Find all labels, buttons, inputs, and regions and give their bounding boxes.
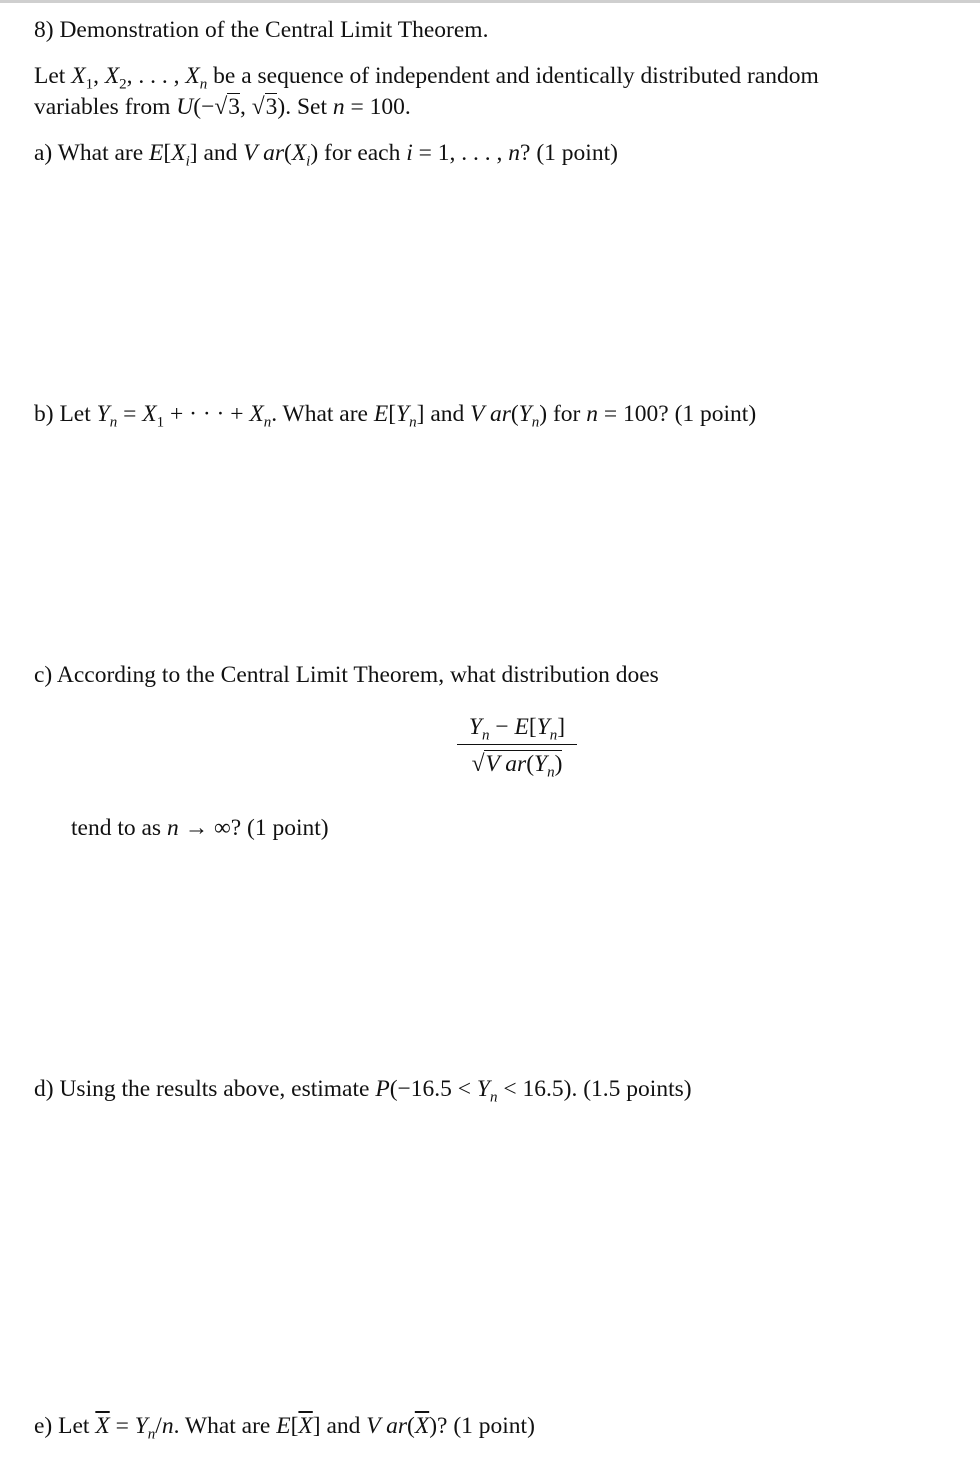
part-d-upper: 16.5 [522,1076,564,1102]
part-e-label: e) [34,1413,53,1439]
part-a-for-each: for each [318,140,407,166]
part-c-tend: tend to as n → ∞? (1 point) [71,815,329,841]
intro-let: Let [34,63,72,89]
part-b-for: for [547,401,587,427]
part-b-label: b) [34,401,54,427]
standardized-fraction [455,710,579,783]
part-d-text: Using the results above, estimate [59,1076,376,1102]
problem-title-text: 8) Demonstration of the Central Limit Theorem. [34,17,489,43]
intro-line-1: Let $X_1$, $X_2$, . . . , $X_n$ be a sequence of independent and identically distributed random [34,63,819,93]
fraction-denominator: √V $ar(Y_n)$ [471,751,563,781]
part-e-what-are: . What are [173,1413,277,1439]
intro-sequence-text: be a sequence of independent and identically distributed random [207,63,819,89]
part-a-label: a) [34,140,53,166]
part-e-points: (1 point) [453,1413,535,1439]
intro-n-value: 100 [369,94,405,120]
intro-line-2: variables from U(−√3, √3). Set n = 100. [34,94,411,120]
part-a-question: a) What are $E[X_i]$ and V $ar(X_i)$ for each i = 1, . . . , n? (1 point) [34,140,618,170]
part-e-and: and [320,1413,367,1439]
page-top-border [0,0,980,3]
part-a-points: (1 point) [536,140,618,166]
part-c-points: (1 point) [247,815,329,841]
part-b-and: and [424,401,471,427]
part-d-label: d) [34,1076,54,1102]
part-b-question: b) Let $Y_n = X_1$ + · · · + $X_n$. What are $E[Y_n]$ and V $ar(Y_n)$ for n = 100? (1 point) [34,401,757,431]
part-c-tend-text: tend to as [71,815,167,841]
intro-set-text: . Set [285,94,333,120]
fraction-numerator: $Y_n - E[Y_n]$ [468,714,566,744]
part-a-text: What are [57,140,150,166]
part-d-lower: 16.5 [410,1076,452,1102]
part-c-label: c) [34,662,53,688]
intro-variables-from: variables from [34,94,177,120]
part-b-let: Let [59,401,97,427]
part-b-what-are: . What are [271,401,374,427]
part-b-points: (1 point) [674,401,757,427]
part-e-let: Let [58,1413,96,1439]
part-d-question: d) Using the results above, estimate $P(-16.5 < Y_n < 16.5)$. (1.5 points) [34,1076,692,1106]
part-e-question: e) Let $\overline{X} = Y_n/n$. What are $E[\overline{X}]$ and V $ar(\overline{X})$? (1 point) [34,1413,535,1443]
part-b-n-value: 100 [623,401,659,427]
part-d-points: (1.5 points) [583,1076,692,1102]
problem-title [34,15,488,45]
part-c-text: According to the Central Limit Theorem, what distribution does [56,662,659,688]
part-c-question [34,660,659,690]
part-a-and: and [197,140,244,166]
